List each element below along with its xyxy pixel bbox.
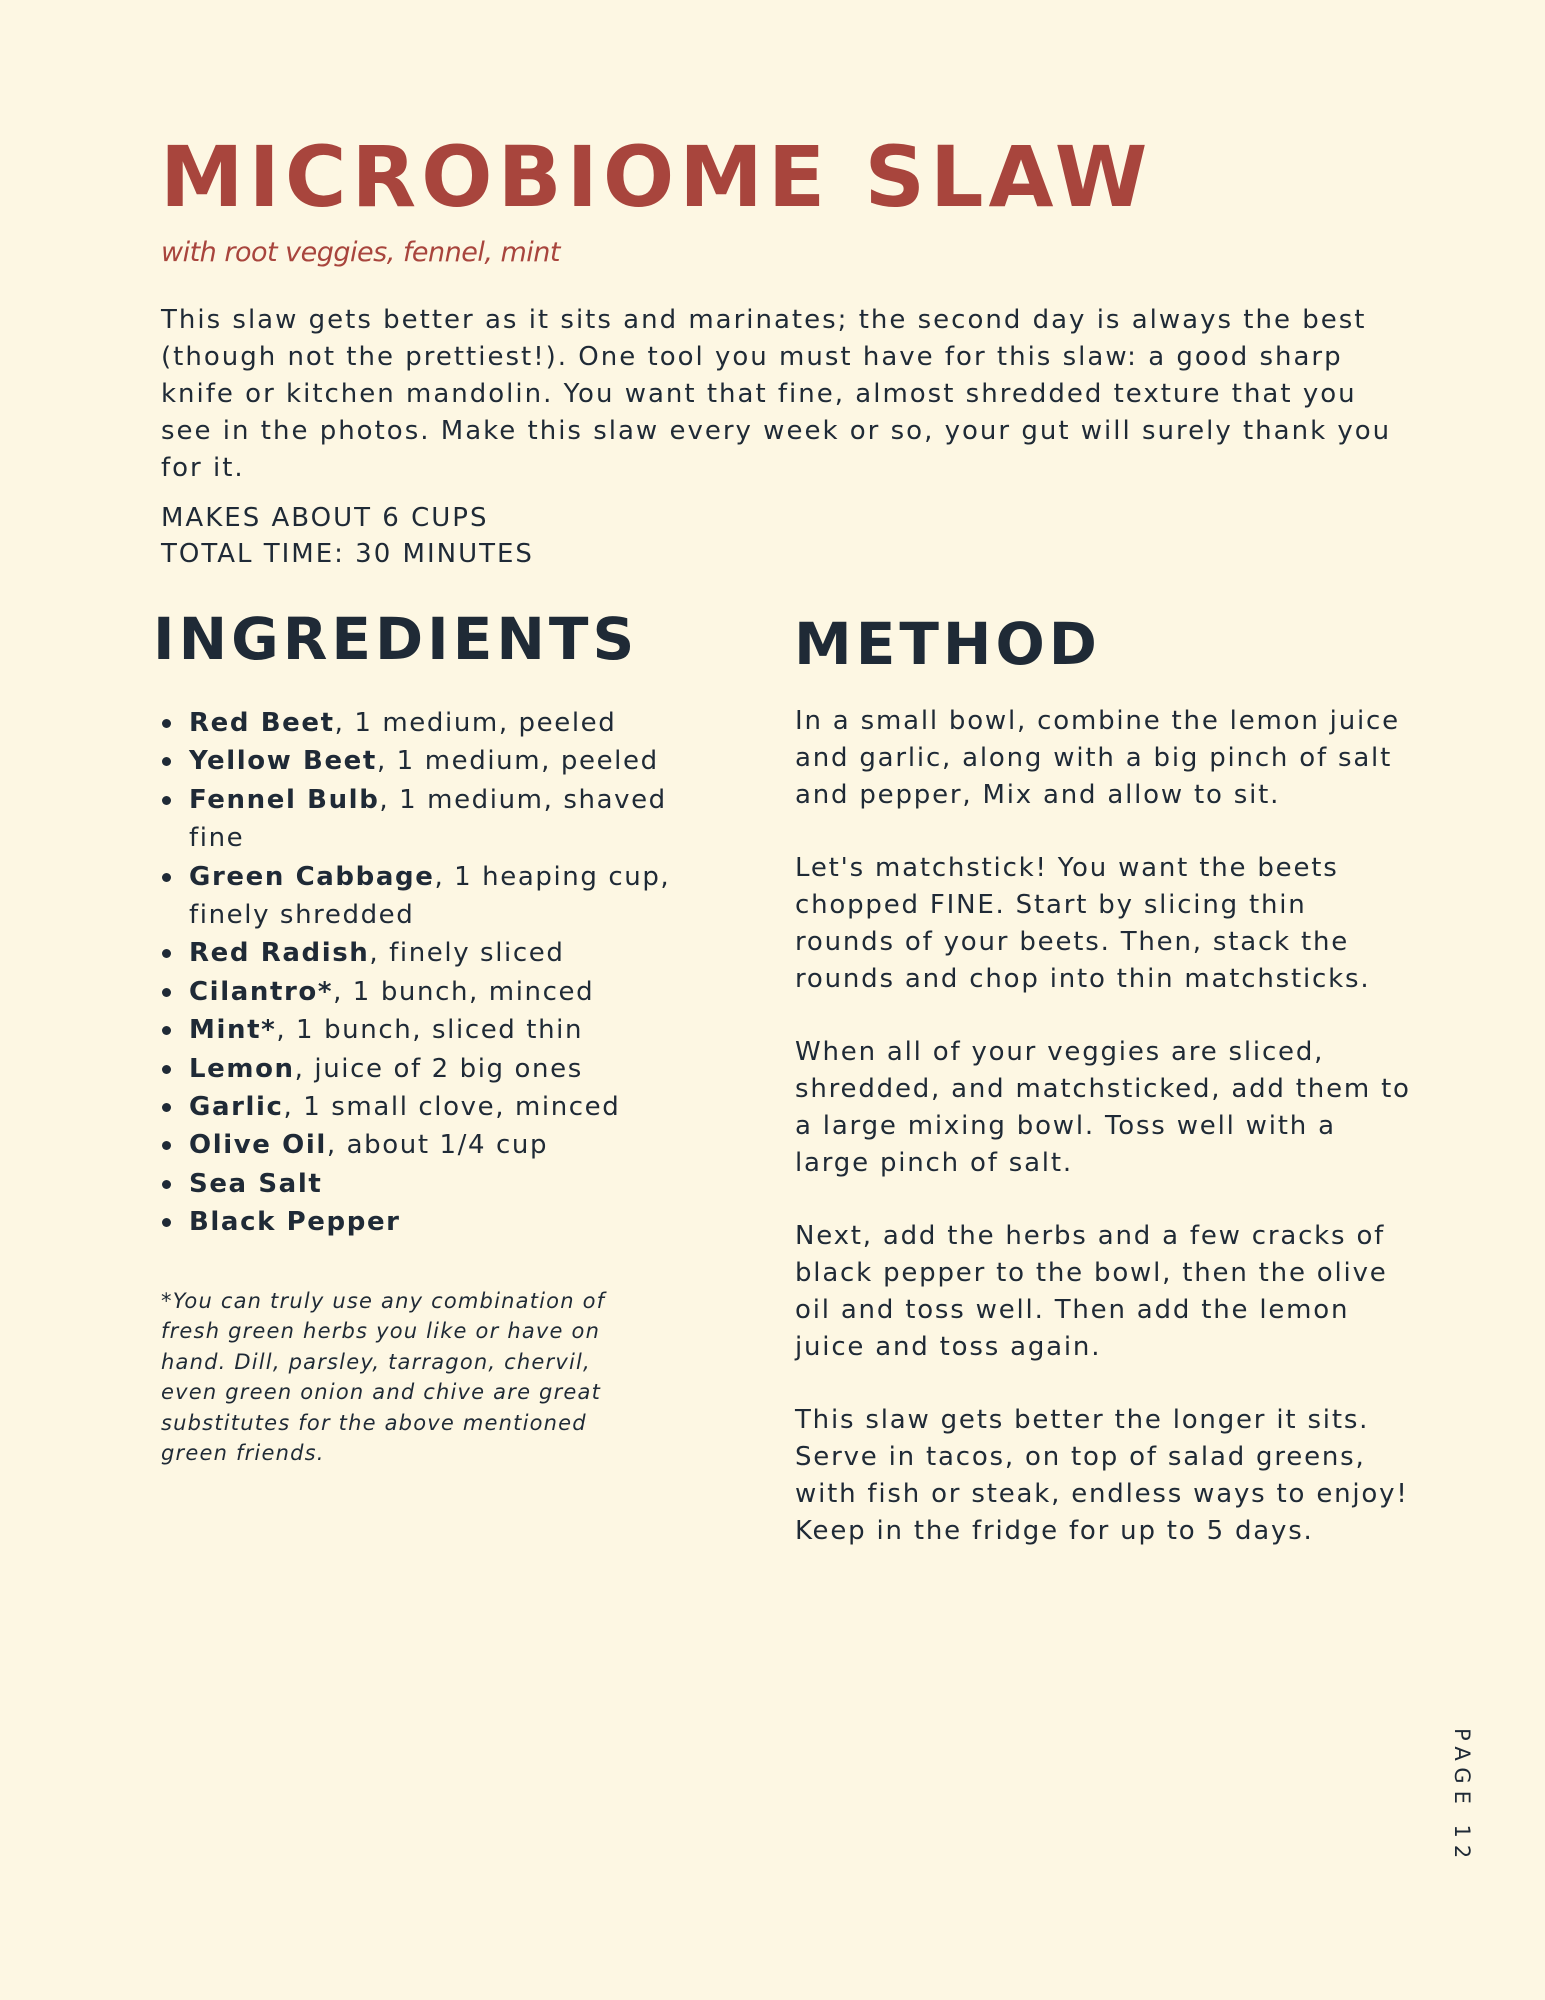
method-step: Next, add the herbs and a few cracks of black pepper to the bowl, then the olive oil and toss well. Then add the lemon juice and toss again.: [795, 1221, 1388, 1362]
ingredients-heading: INGREDIENTS: [153, 605, 639, 673]
method-step: This slaw gets better the longer it sits. Serve in tacos, on top of salad greens, with fish or steak, endless ways to enjoy! Keep in the fridge for up to 5 days.: [795, 1405, 1409, 1546]
ingredient-name: Fennel Bulb: [189, 784, 380, 815]
ingredient-item: [160, 973, 680, 1011]
ingredient-name: Black Pepper: [189, 1207, 401, 1238]
ingredient-item: [160, 1203, 680, 1241]
ingredient-name: Red Radish: [189, 938, 370, 969]
ingredient-name: Lemon: [189, 1053, 295, 1084]
recipe-subtitle: with root veggies, fennel, mint: [161, 237, 561, 268]
recipe-yield: MAKES ABOUT 6 CUPS: [161, 503, 489, 533]
ingredient-detail: , 1 medium, peeled: [376, 746, 659, 777]
method-step: Let's matchstick! You want the beets chopped FINE. Start by slicing thin rounds of your beets. Then, stack the rounds and chop into thin matchsticks.: [795, 853, 1371, 994]
ingredient-name: Garlic: [189, 1092, 284, 1123]
ingredient-detail: , finely sliced: [369, 938, 565, 969]
ingredient-name: Yellow Beet: [189, 746, 377, 777]
ingredient-name: Cilantro*: [189, 976, 334, 1007]
recipe-intro: This slaw gets better as it sits and marinates; the second day is always the best (though not the prettiest!). One tool you must have for this slaw: a good sharp knife or kitchen mandolin. You want that fine, almost shredded texture that you see in the photos. Make this slaw every week or so, your gut will surely thank you for it.: [161, 305, 1392, 483]
ingredient-item: [160, 1165, 680, 1203]
method-steps: [795, 703, 1415, 1586]
ingredient-item: [160, 934, 680, 972]
recipe-total-time: TOTAL TIME: 30 MINUTES: [161, 539, 534, 569]
ingredient-item: [160, 1088, 680, 1126]
ingredients-list: [160, 704, 680, 1242]
ingredient-item: [160, 704, 680, 742]
recipe-meta: [161, 500, 534, 572]
ingredient-item: [160, 781, 680, 858]
ingredient-detail: , 1 medium, shaved fine: [189, 784, 667, 854]
ingredient-detail: , juice of 2 big ones: [294, 1053, 583, 1084]
ingredient-detail: , 1 small clove, minced: [283, 1092, 621, 1123]
ingredient-item: [160, 1126, 680, 1164]
ingredient-item: [160, 1050, 680, 1088]
recipe-title: MICROBIOME SLAW: [160, 128, 1153, 226]
ingredient-name: Mint*: [189, 1015, 277, 1046]
ingredient-item: [160, 1011, 680, 1049]
ingredient-detail: , 1 medium, peeled: [334, 708, 617, 738]
ingredient-name: Olive Oil: [189, 1130, 327, 1161]
ingredient-name: Green Cabbage: [189, 861, 435, 892]
ingredients-footnote: *You can truly use any combination of fresh green herbs you like or have on hand. Dill, parsley, tarragon, chervil, even green onion and chive are great substitutes for the above mentioned green friends.: [161, 1289, 606, 1466]
ingredient-detail: , about 1/4 cup: [326, 1130, 549, 1161]
page-number: PAGE 12: [1450, 1728, 1474, 1866]
ingredient-name: Red Beet: [189, 708, 335, 738]
ingredient-detail: , 1 bunch, minced: [333, 976, 595, 1007]
ingredient-item: [160, 858, 680, 935]
method-heading: METHOD: [794, 610, 1101, 678]
ingredient-detail: , 1 heaping cup, finely shredded: [189, 861, 671, 931]
ingredient-name: Sea Salt: [189, 1168, 323, 1199]
ingredient-detail: , 1 bunch, sliced thin: [276, 1015, 584, 1046]
method-step: In a small bowl, combine the lemon juice and garlic, along with a big pinch of salt and pepper, Mix and allow to sit.: [795, 706, 1400, 810]
method-step: When all of your veggies are sliced, shredded, and matchsticked, add them to a large mixing bowl. Toss well with a large pinch of salt.: [795, 1037, 1411, 1178]
ingredient-item: [160, 742, 680, 780]
